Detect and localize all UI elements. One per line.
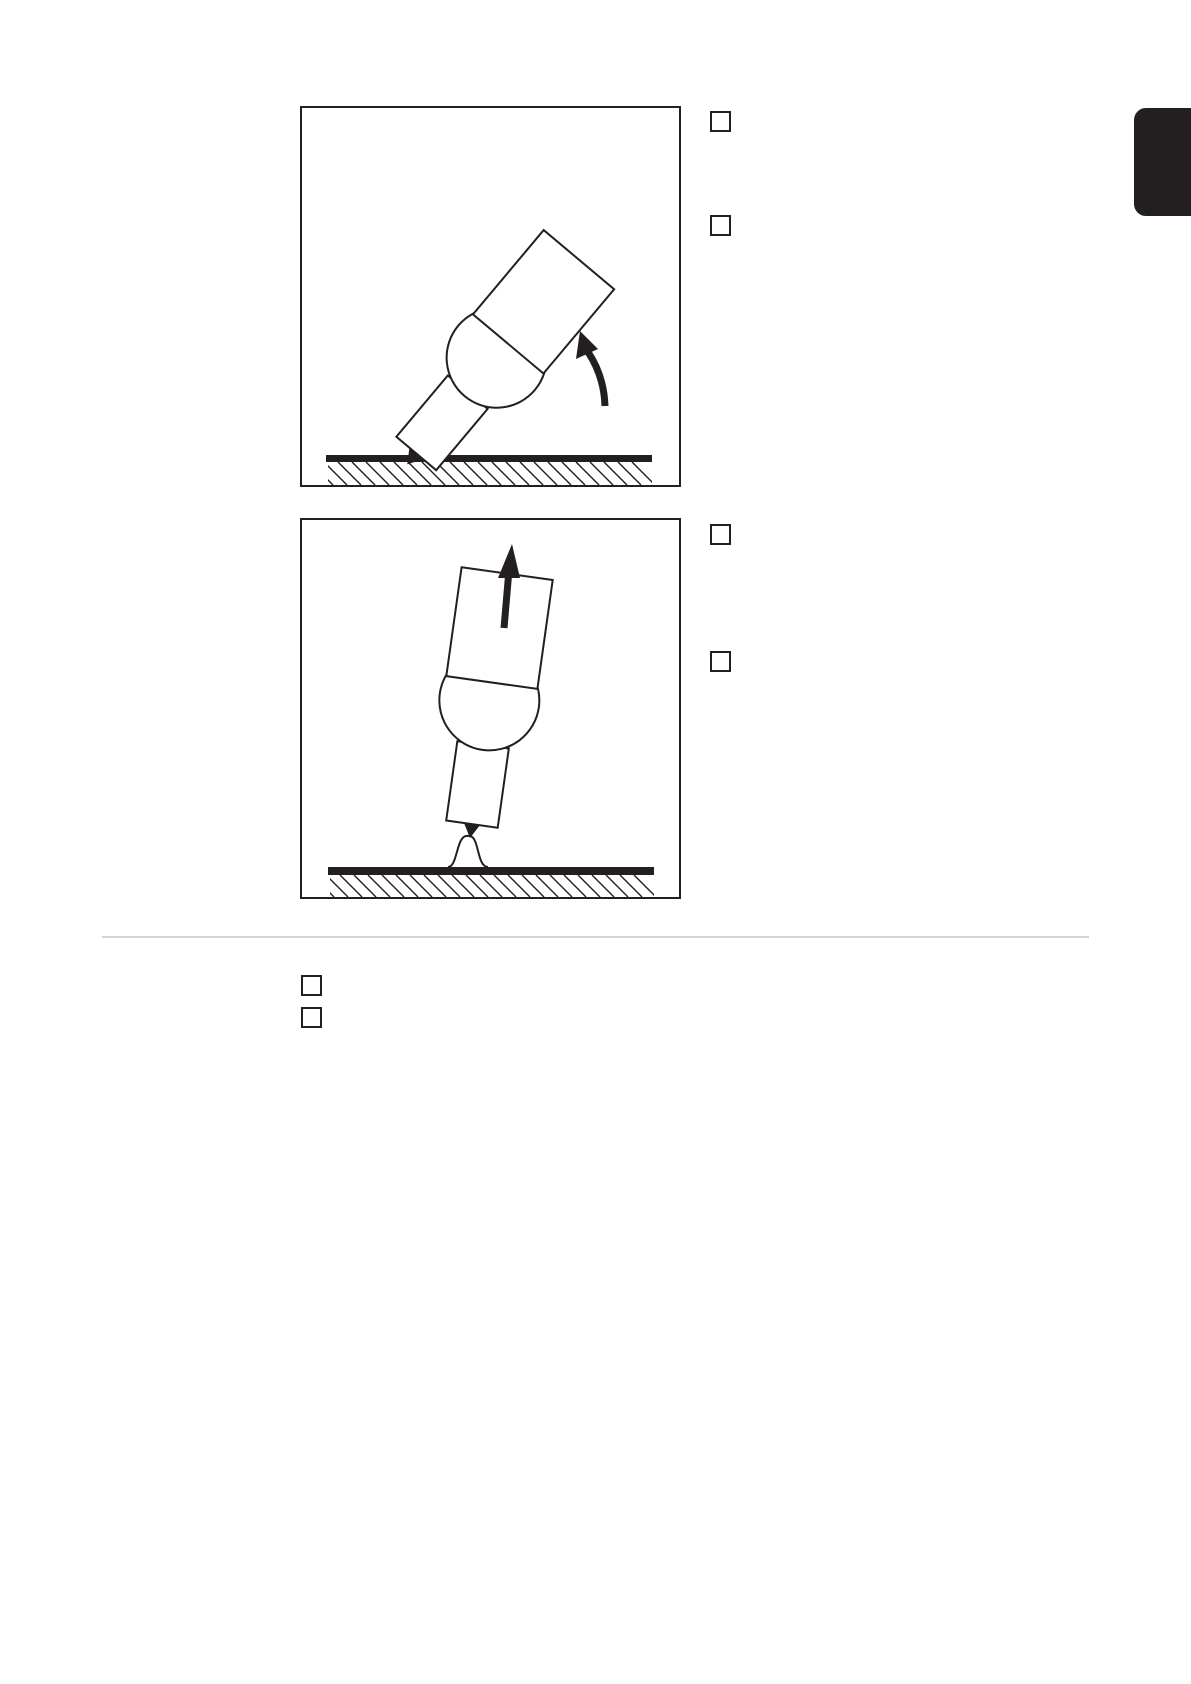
workpiece-icon [328,867,654,875]
workpiece-icon [326,455,652,462]
step-checkbox-4[interactable] [710,651,731,672]
figure-torch-tilt [300,106,681,487]
section-divider [102,936,1089,938]
torch-tilt-illustration [300,106,681,487]
step-checkbox-6[interactable] [301,1007,322,1028]
step-checkbox-5[interactable] [301,975,322,996]
step-checkbox-1[interactable] [710,111,731,132]
step-checkbox-2[interactable] [710,215,731,236]
chapter-edge-tab [1134,108,1191,216]
step-checkbox-3[interactable] [710,524,731,545]
figure-torch-lift [300,518,681,899]
torch-lift-illustration [300,518,681,899]
